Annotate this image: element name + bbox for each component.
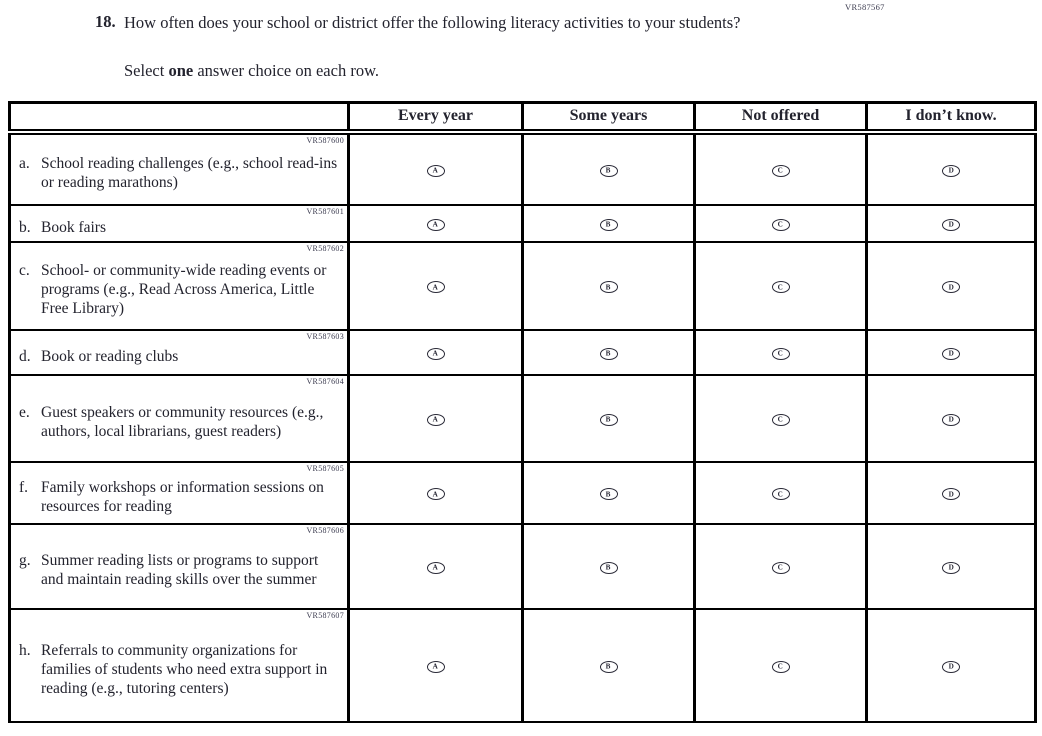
- row-b-bubble-not-offered[interactable]: [772, 219, 790, 231]
- header-some-years: Some years: [523, 103, 695, 132]
- table-row-e: [10, 375, 1036, 462]
- bubble-letter-a: A: [432, 563, 439, 572]
- row-g-cell-some-years: [523, 524, 695, 609]
- row-c-bubble-every-year[interactable]: [427, 281, 445, 293]
- bubble-letter-b: B: [606, 563, 611, 572]
- row-a-cell-i-dont-know: [867, 132, 1036, 205]
- row-c-bubble-some-years[interactable]: [600, 281, 618, 293]
- row-g-code: VR587606: [306, 525, 344, 535]
- row-h-cell-some-years: [523, 609, 695, 722]
- row-a-bubble-some-years[interactable]: [600, 165, 618, 177]
- row-b-letter: b.: [19, 218, 31, 236]
- bubble-letter-c: C: [777, 349, 784, 358]
- bubble-letter-b: B: [606, 166, 611, 175]
- table-row-b: [10, 205, 1036, 242]
- header-not-offered: Not offered: [695, 103, 867, 132]
- instruction-bold-word: one: [168, 61, 194, 80]
- row-h-bubble-some-years[interactable]: [600, 661, 618, 673]
- row-e-code: VR587604: [306, 376, 344, 386]
- row-b-text: Book fairs: [41, 218, 107, 236]
- row-h-cell-i-dont-know: [867, 609, 1036, 722]
- question-number: 18.: [95, 12, 116, 31]
- bubble-letter-d: D: [948, 662, 954, 671]
- row-f-cell-some-years: [523, 462, 695, 524]
- row-e-text: Guest speakers or community resources (e.g., authors, local librarians, guest readers): [41, 404, 324, 440]
- row-g-cell-every-year: [349, 524, 523, 609]
- row-d-cell-every-year: [349, 330, 523, 375]
- table-row-c: [10, 242, 1036, 330]
- row-b-code: VR587601: [306, 206, 344, 216]
- row-d-bubble-not-offered[interactable]: [772, 348, 790, 360]
- row-a-letter: a.: [19, 155, 30, 172]
- bubble-letter-a: A: [432, 415, 439, 424]
- bubble-letter-d: D: [948, 220, 954, 229]
- table-row-d: [10, 330, 1036, 375]
- bubble-letter-b: B: [606, 282, 611, 291]
- row-a-cell-not-offered: [695, 132, 867, 205]
- row-a-bubble-i-dont-know[interactable]: [942, 165, 960, 177]
- row-d-code: VR587603: [306, 331, 344, 341]
- row-e-bubble-i-dont-know[interactable]: [942, 414, 960, 426]
- bubble-letter-c: C: [777, 282, 784, 291]
- row-c-cell-every-year: [349, 242, 523, 330]
- instruction-text: [124, 61, 379, 81]
- row-g-bubble-i-dont-know[interactable]: [942, 562, 960, 574]
- row-f-code: VR587605: [306, 463, 344, 473]
- row-d-label-cell: [10, 330, 349, 375]
- header-row: [10, 103, 1036, 132]
- row-f-cell-i-dont-know: [867, 462, 1036, 524]
- row-d-cell-i-dont-know: [867, 330, 1036, 375]
- row-f-bubble-every-year[interactable]: [427, 488, 445, 500]
- bubble-letter-c: C: [777, 415, 784, 424]
- row-e-label-cell: [10, 375, 349, 462]
- bubble-letter-a: A: [432, 489, 439, 498]
- bubble-letter-a: A: [432, 220, 439, 229]
- row-b-label-cell: [10, 205, 349, 242]
- bubble-letter-c: C: [777, 489, 784, 498]
- row-e-cell-every-year: [349, 375, 523, 462]
- row-a-cell-some-years: [523, 132, 695, 205]
- row-f-cell-every-year: [349, 462, 523, 524]
- row-g-bubble-some-years[interactable]: [600, 562, 618, 574]
- row-b-bubble-every-year[interactable]: [427, 219, 445, 231]
- row-f-cell-not-offered: [695, 462, 867, 524]
- row-g-bubble-not-offered[interactable]: [772, 562, 790, 574]
- row-f-bubble-some-years[interactable]: [600, 488, 618, 500]
- row-e-cell-i-dont-know: [867, 375, 1036, 462]
- row-g-cell-not-offered: [695, 524, 867, 609]
- bubble-letter-c: C: [777, 662, 784, 671]
- row-b-cell-some-years: [523, 205, 695, 242]
- row-d-bubble-some-years[interactable]: [600, 348, 618, 360]
- row-a-label-cell: [10, 132, 349, 205]
- row-b-bubble-some-years[interactable]: [600, 219, 618, 231]
- row-e-letter: e.: [19, 404, 30, 421]
- bubble-letter-d: D: [948, 563, 954, 572]
- row-d-cell-some-years: [523, 330, 695, 375]
- header-empty-cell: [10, 103, 349, 132]
- bubble-letter-c: C: [777, 563, 784, 572]
- row-c-bubble-not-offered[interactable]: [772, 281, 790, 293]
- row-d-cell-not-offered: [695, 330, 867, 375]
- row-c-text: School- or community-wide reading events or programs (e.g., Read Across America, Little Free Library): [41, 262, 327, 317]
- row-b-cell-not-offered: [695, 205, 867, 242]
- bubble-letter-d: D: [948, 489, 954, 498]
- row-c-label-cell: [10, 242, 349, 330]
- row-f-text: Family workshops or information sessions on resources for reading: [41, 478, 324, 515]
- row-f-bubble-not-offered[interactable]: [772, 488, 790, 500]
- header-every-year: Every year: [349, 103, 523, 132]
- instruction-suffix: answer choice on each row.: [193, 61, 380, 80]
- bubble-letter-c: C: [777, 220, 784, 229]
- row-a-text: School reading challenges (e.g., school read-ins or reading marathons): [41, 155, 338, 191]
- row-g-text: Summer reading lists or programs to support and maintain reading skills over the summer: [41, 552, 319, 588]
- row-g-cell-i-dont-know: [867, 524, 1036, 609]
- row-h-bubble-not-offered[interactable]: [772, 661, 790, 673]
- row-f-label-cell: [10, 462, 349, 524]
- bubble-letter-b: B: [606, 349, 611, 358]
- row-f-bubble-i-dont-know[interactable]: [942, 488, 960, 500]
- row-c-cell-not-offered: [695, 242, 867, 330]
- row-c-bubble-i-dont-know[interactable]: [942, 281, 960, 293]
- row-e-cell-not-offered: [695, 375, 867, 462]
- bubble-letter-d: D: [948, 349, 954, 358]
- bubble-letter-d: D: [948, 166, 954, 175]
- row-b-bubble-i-dont-know[interactable]: [942, 219, 960, 231]
- row-g-label-cell: [10, 524, 349, 609]
- instruction-prefix: Select: [124, 61, 169, 80]
- row-h-cell-not-offered: [695, 609, 867, 722]
- row-c-cell-i-dont-know: [867, 242, 1036, 330]
- bubble-letter-b: B: [606, 415, 611, 424]
- row-e-bubble-every-year[interactable]: [427, 414, 445, 426]
- row-a-bubble-not-offered[interactable]: [772, 165, 790, 177]
- row-b-cell-every-year: [349, 205, 523, 242]
- row-e-cell-some-years: [523, 375, 695, 462]
- row-h-bubble-every-year[interactable]: [427, 661, 445, 673]
- row-h-label-cell: [10, 609, 349, 722]
- question-table: [8, 101, 1037, 723]
- row-c-letter: c.: [19, 262, 30, 279]
- bubble-letter-b: B: [606, 220, 611, 229]
- row-f-letter: f.: [19, 478, 29, 496]
- bubble-letter-d: D: [948, 415, 954, 424]
- row-g-letter: g.: [19, 552, 31, 569]
- literacy-activities-table: [8, 101, 1037, 723]
- row-c-cell-some-years: [523, 242, 695, 330]
- row-e-bubble-not-offered[interactable]: [772, 414, 790, 426]
- row-d-bubble-every-year[interactable]: [427, 348, 445, 360]
- row-g-bubble-every-year[interactable]: [427, 562, 445, 574]
- row-h-bubble-i-dont-know[interactable]: [942, 661, 960, 673]
- bubble-letter-d: D: [948, 282, 954, 291]
- bubble-letter-a: A: [432, 166, 439, 175]
- row-a-cell-every-year: [349, 132, 523, 205]
- row-h-cell-every-year: [349, 609, 523, 722]
- table-row-h: [10, 609, 1036, 722]
- bubble-letter-a: A: [432, 349, 439, 358]
- row-h-letter: h.: [19, 641, 31, 659]
- row-d-letter: d.: [19, 347, 31, 365]
- row-a-bubble-every-year[interactable]: [427, 165, 445, 177]
- bubble-letter-b: B: [606, 489, 611, 498]
- question-text: How often does your school or district offer the following literacy activities to your students?: [124, 13, 741, 32]
- bubble-letter-a: A: [432, 662, 439, 671]
- bubble-letter-a: A: [432, 282, 439, 291]
- form-code: VR587567: [845, 2, 885, 12]
- row-d-text: Book or reading clubs: [41, 347, 179, 365]
- table-row-a: [10, 132, 1036, 205]
- row-h-code: VR587607: [306, 610, 344, 620]
- table-row-f: [10, 462, 1036, 524]
- row-h-text: Referrals to community organizations for families of students who need extra support in reading (e.g., tutoring centers): [41, 641, 328, 697]
- bubble-letter-c: C: [777, 166, 784, 175]
- row-c-code: VR587602: [306, 243, 344, 253]
- row-d-bubble-i-dont-know[interactable]: [942, 348, 960, 360]
- table-row-g: [10, 524, 1036, 609]
- row-b-cell-i-dont-know: [867, 205, 1036, 242]
- bubble-letter-b: B: [606, 662, 611, 671]
- row-e-bubble-some-years[interactable]: [600, 414, 618, 426]
- header-i-dont-know: I don’t know.: [867, 103, 1036, 132]
- row-a-code: VR587600: [306, 135, 344, 145]
